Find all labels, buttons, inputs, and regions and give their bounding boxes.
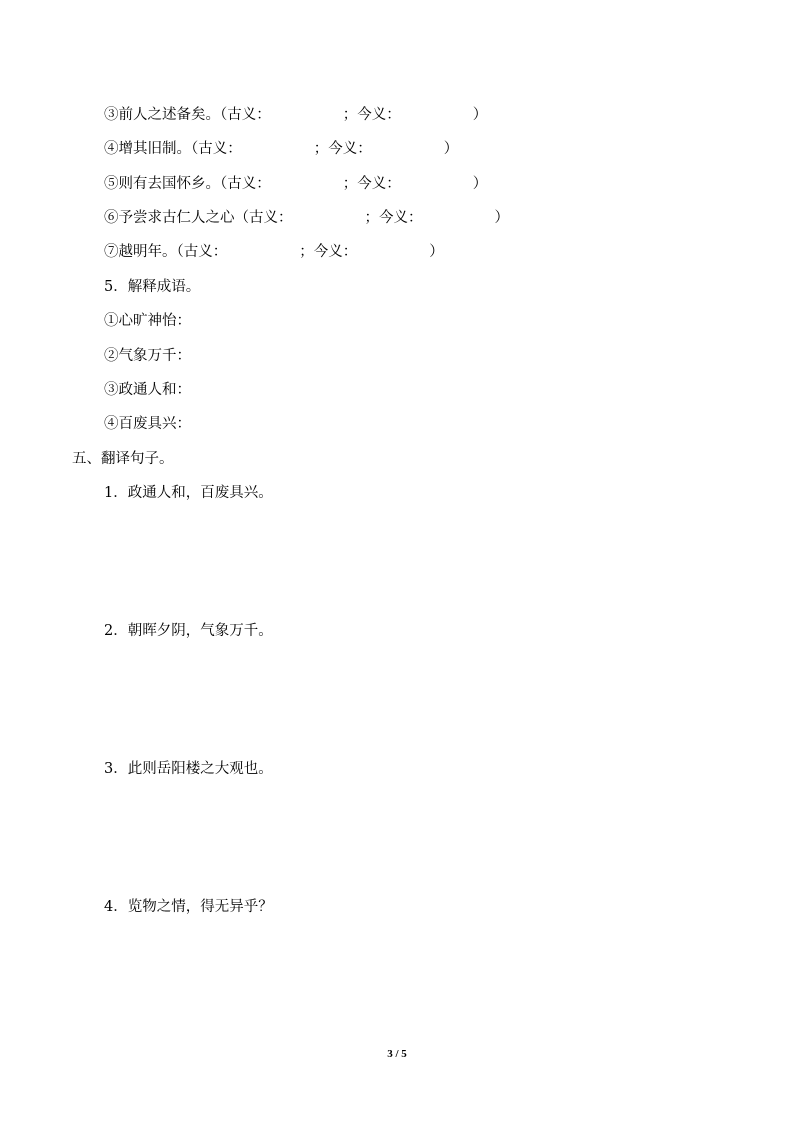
- vocab-word: ④增其旧制。: [104, 141, 191, 157]
- gu-yi-label: （古义：: [191, 141, 242, 157]
- gu-yi-label: （古义：: [220, 107, 271, 123]
- vocab-line-4: [104, 139, 458, 159]
- jin-yi-label: ；今义：: [313, 141, 372, 157]
- idiom-item: ④百废具兴：: [104, 416, 191, 432]
- gu-yi-label: （古义：: [176, 244, 228, 260]
- translate-item: 1．政通人和，百废具兴。: [104, 485, 273, 501]
- jin-yi-label: ；今义：: [342, 107, 401, 123]
- jin-yi-label: ；今义：: [342, 176, 401, 192]
- close-paren: ）: [494, 210, 509, 226]
- section-title: 五、翻译句子。: [72, 451, 174, 467]
- jin-yi-label: ；今义：: [299, 244, 358, 260]
- idioms-title: 5．解释成语。: [104, 279, 201, 295]
- idiom-item: ②气象万千：: [104, 348, 191, 364]
- close-paren: ）: [429, 244, 444, 260]
- page-number: 3 / 5: [387, 1048, 407, 1060]
- gu-yi-label: （古义：: [220, 176, 271, 192]
- vocab-line-6: [104, 208, 509, 228]
- vocab-line-3: [104, 105, 487, 125]
- translate-item: 3．此则岳阳楼之大观也。: [104, 761, 273, 777]
- translate-item: 2．朝晖夕阴，气象万千。: [104, 623, 273, 639]
- vocab-word: ⑦越明年。: [104, 244, 177, 260]
- vocab-word: ③前人之述备矣。: [104, 107, 220, 123]
- translate-item: 4．览物之情，得无异乎？: [104, 899, 273, 915]
- close-paren: ）: [472, 176, 488, 192]
- jin-yi-label: ；今义：: [364, 210, 423, 226]
- idiom-item: ③政通人和：: [104, 382, 191, 398]
- vocab-word: ⑤则有去国怀乡。: [104, 176, 220, 192]
- vocab-line-5: [104, 174, 487, 194]
- close-paren: ）: [472, 107, 488, 123]
- vocab-word: ⑥予尝求古仁人之心: [104, 210, 235, 226]
- close-paren: ）: [443, 141, 459, 157]
- gu-yi-label: （古义：: [234, 210, 293, 226]
- vocab-line-7: [104, 242, 444, 262]
- idiom-item: ①心旷神怡：: [104, 313, 191, 329]
